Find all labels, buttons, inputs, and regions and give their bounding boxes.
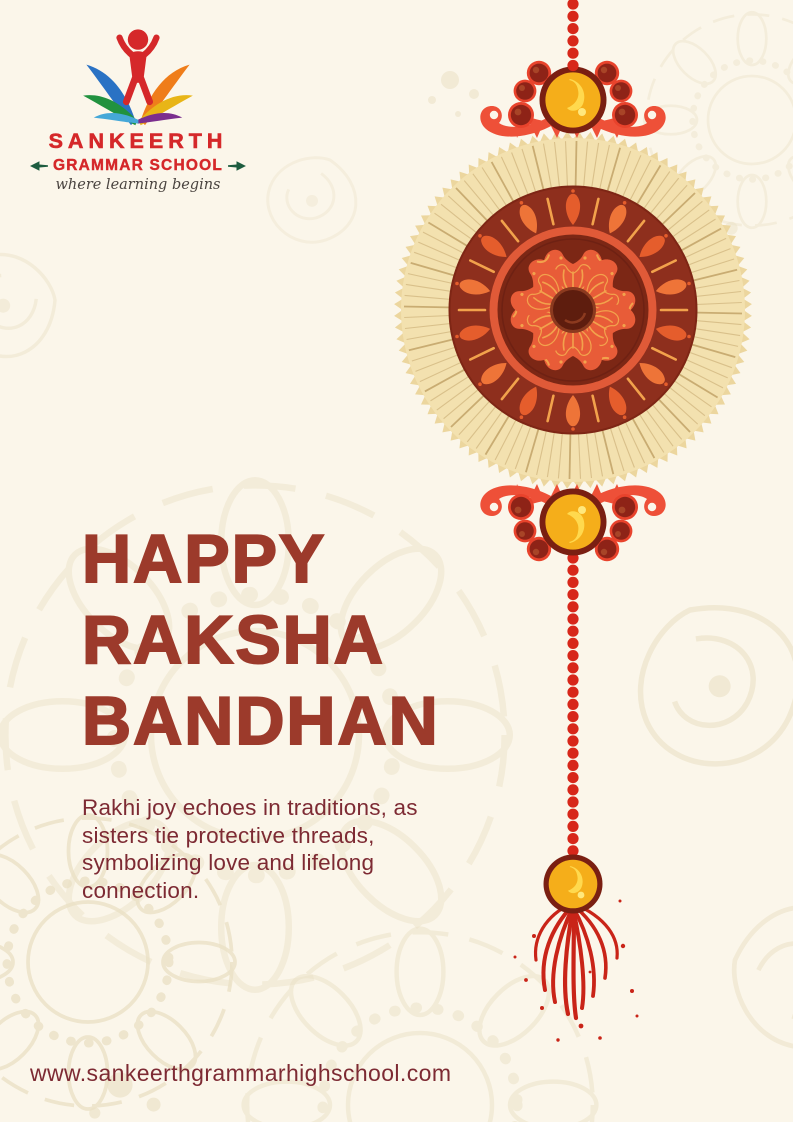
website-url: www.sankeerthgrammarhighschool.com [30,1060,452,1086]
headline-line: HAPPY [82,521,327,597]
school-name: SANKEERTH [48,129,228,153]
headline-line: BANDHAN [82,683,440,759]
message-line: symbolizing love and lifelong [82,850,375,875]
arrow-right-icon [228,161,246,171]
rakhi-tassel-bead [544,855,603,914]
message-text [82,794,442,904]
school-logo [30,26,246,193]
message-line: Rakhi joy echoes in traditions, as [82,795,418,820]
headline [82,519,440,762]
headline-line: RAKSHA [82,602,385,678]
school-subtitle: GRAMMAR SCHOOL [52,157,224,174]
message-line: connection. [82,877,200,903]
rakhi-tassel [514,855,639,1042]
school-tagline: where learning begins [55,177,221,193]
rakhi-mandala [450,187,697,434]
rakhi-illustration [385,0,765,1045]
school-subtitle-row [30,157,246,175]
arrow-left-icon [30,161,48,171]
logo-figure-icon [120,29,157,101]
rakhi-lower-bead-string [567,552,578,856]
message-line: sisters tie protective threads, [82,822,375,848]
rakhi-upper-bead-string [567,0,578,71]
rakhi-top-ornament [480,61,665,138]
logo-emblem-icon [45,26,231,128]
rakhi-bottom-ornament [480,484,665,561]
